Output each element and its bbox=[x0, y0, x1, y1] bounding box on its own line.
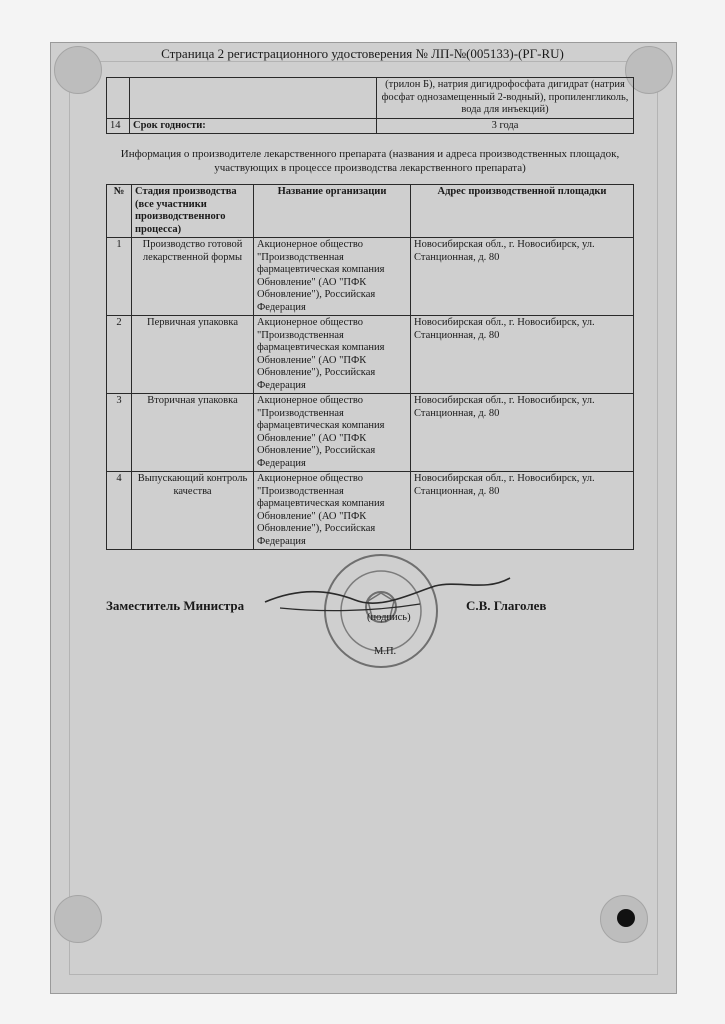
cell-org: Акционерное общество "Производственная фармацевтическая компания Обновление" (АО "ПФК Обновление"), Российская Федерация bbox=[254, 316, 411, 394]
row-value: (трилон Б), натрия дигидрофосфата дигидрат (натрия фосфат однозамещенный 2-водный), пропиленгликоль, вода для инъекций) bbox=[377, 78, 634, 119]
table-row bbox=[107, 238, 634, 316]
table-row bbox=[107, 472, 634, 550]
cell-org: Акционерное общество "Производственная фармацевтическая компания Обновление" (АО "ПФК Обновление"), Российская Федерация bbox=[254, 238, 411, 316]
header-address: Адрес производственной площадки bbox=[411, 185, 634, 238]
header-stage: Стадия производства (все участники производственного процесса) bbox=[132, 185, 254, 238]
cell-num: 3 bbox=[107, 394, 132, 472]
table-row bbox=[107, 118, 634, 134]
cell-address: Новосибирская обл., г. Новосибирск, ул. Станционная, д. 80 bbox=[411, 316, 634, 394]
header-org: Название организации bbox=[254, 185, 411, 238]
cell-num: 1 bbox=[107, 238, 132, 316]
manufacturer-info-text: Информация о производителе лекарственного препарата (названия и адреса производственных площадок, участвующих в процессе производства лекарственного препарата) bbox=[120, 148, 620, 174]
punch-hole bbox=[617, 909, 635, 927]
header-num: № bbox=[107, 185, 132, 238]
cell-address: Новосибирская обл., г. Новосибирск, ул. Станционная, д. 80 bbox=[411, 472, 634, 550]
row-label: Срок годности: bbox=[130, 118, 377, 134]
signer-name: С.В. Глаголев bbox=[466, 598, 547, 613]
cell-address: Новосибирская обл., г. Новосибирск, ул. Станционная, д. 80 bbox=[411, 394, 634, 472]
cell-stage: Производство готовой лекарственной формы bbox=[132, 238, 254, 316]
cell-org: Акционерное общество "Производственная фармацевтическая компания Обновление" (АО "ПФК Обновление"), Российская Федерация bbox=[254, 472, 411, 550]
cell-stage: Вторичная упаковка bbox=[132, 394, 254, 472]
row-value: 3 года bbox=[377, 118, 634, 134]
cell-num: 2 bbox=[107, 316, 132, 394]
cell-stage: Выпускающий контроль качества bbox=[132, 472, 254, 550]
cell-address: Новосибирская обл., г. Новосибирск, ул. Станционная, д. 80 bbox=[411, 238, 634, 316]
cell-num: 4 bbox=[107, 472, 132, 550]
row-label bbox=[130, 78, 377, 119]
signer-position: Заместитель Министра bbox=[106, 598, 245, 613]
cell-stage: Первичная упаковка bbox=[132, 316, 254, 394]
table-row bbox=[107, 316, 634, 394]
table-header-row bbox=[107, 185, 634, 238]
manufacturer-table bbox=[106, 184, 634, 550]
table-row bbox=[107, 78, 634, 119]
stamp-place-label: М.П. bbox=[374, 646, 397, 657]
corner-ornament bbox=[54, 895, 102, 943]
table-row bbox=[107, 394, 634, 472]
signature-caption: (подпись) bbox=[367, 612, 411, 623]
row-number: 14 bbox=[107, 118, 130, 134]
cell-org: Акционерное общество "Производственная фармацевтическая компания Обновление" (АО "ПФК Обновление"), Российская Федерация bbox=[254, 394, 411, 472]
composition-table bbox=[106, 77, 634, 134]
page-title: Страница 2 регистрационного удостоверения № ЛП-№(005133)-(РГ-RU) bbox=[161, 46, 564, 61]
row-number bbox=[107, 78, 130, 119]
